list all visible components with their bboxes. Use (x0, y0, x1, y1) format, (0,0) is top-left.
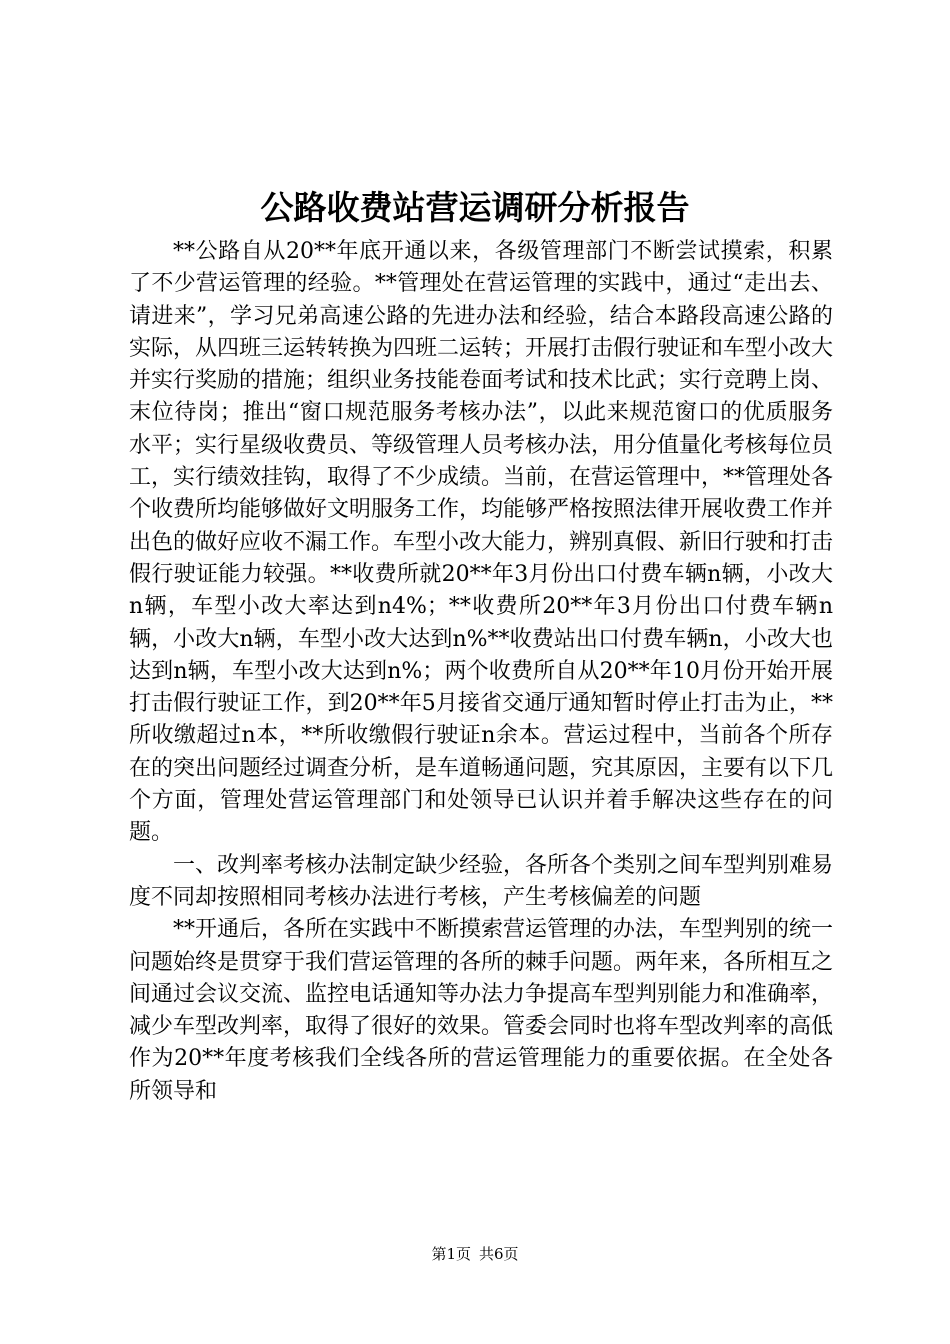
document-title: 公路收费站营运调研分析报告 (260, 188, 690, 227)
page-footer (0, 1244, 950, 1264)
paragraph-section-1-body: **开通后，各所在实践中不断摸索营运管理的办法，车型判别的统一问题始终是贯穿于我们营运管理的各所的棘手问题。两年来，各所相互之间通过会议交流、监控电话通知等办法力争提高车型判别能力和准确率，减少车型改判率，取得了很好的效果。管委会同时也将车型改判率的高低作为20**年度考核我们全线各所的营运管理能力的重要依据。在全处各所领导和 (129, 917, 834, 1104)
page-number: 第1页 (431, 1245, 471, 1263)
page-total: 共6页 (479, 1245, 519, 1263)
document-body (129, 236, 833, 1108)
paragraph-section-heading-1: 一、改判率考核办法制定缺少经验，各所各个类别之间车型判别难易度不同却按照相同考核办法进行考核，产生考核偏差的问题 (129, 852, 834, 910)
paragraph-intro: **公路自从20**年底开通以来，各级管理部门不断尝试摸索，积累了不少营运管理的经验。**管理处在营运管理的实践中，通过“走出去、请进来”，学习兄弟高速公路的先进办法和经验，结合本路段高速公路的实际，从四班三运转转换为四班二运转；开展打击假行驶证和车型小改大并实行奖励的措施；组织业务技能卷面考试和技术比武；实行竞聘上岗、末位待岗；推出“窗口规范服务考核办法”，以此来规范窗口的优质服务水平；实行星级收费员、等级管理人员考核办法，用分值量化考核每位员工，实行绩效挂钩，取得了不少成绩。当前，在营运管理中，**管理处各个收费所均能够做好文明服务工作，均能够严格按照法律开展收费工作并出色的做好应收不漏工作。车型小改大能力，辨别真假、新旧行驶和打击假行驶证能力较强。**收费所就20**年3月份出口付费车辆n辆，小改大n辆，车型小改大率达到n4%；**收费所20**年3月份出口付费车辆n辆，小改大n辆，车型小改大达到n%**收费站出口付费车辆n，小改大也达到n辆，车型小改大达到n%；两个收费所自从20**年10月份开始开展打击假行驶证工作，到20**年5月接省交通厅通知暂时停止打击为止，**所收缴超过n本，**所收缴假行驶证n余本。营运过程中，当前各个所存在的突出问题经过调查分析，是车道畅通问题，究其原因，主要有以下几个方面，管理处营运管理部门和处领导已认识并着手解决这些存在的问题。 (129, 239, 834, 846)
